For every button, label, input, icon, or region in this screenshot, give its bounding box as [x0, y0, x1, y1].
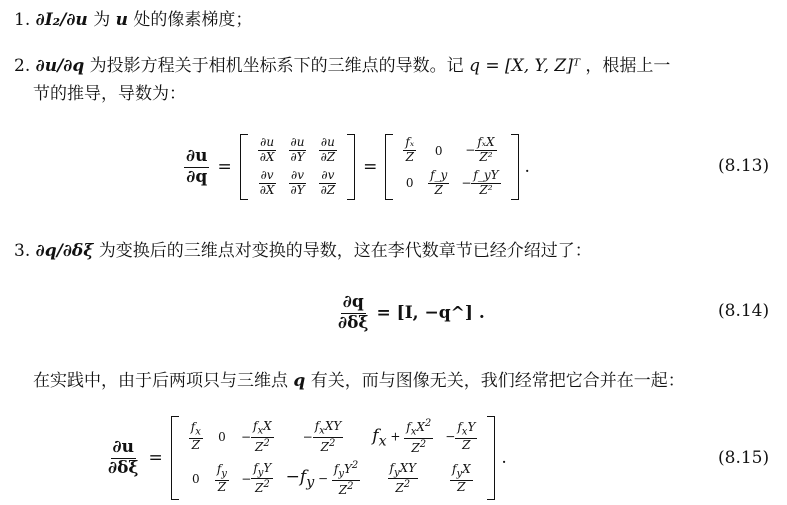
item-3-number: 3.	[14, 241, 31, 261]
eq815-matrix: $\frac{f_x}{Z}$ 0 − $\frac{f_xX}{Z^2}$ − $\frac{f_xXY}{Z^2}$ $f_x$ + $\frac{f_xX^2}{Z^2}$ − $\frac{f_xY}{Z}$ 0 $\frac{f_y}{Z}$ − $\frac{f_yY}{Z^2}$ $-f_y$ − $\frac{f_yY^2}{Z^2}$ $\frac{f_yXY}{Z^2}$ $\frac{f_yX}{Z}$	[171, 416, 496, 499]
paragraph: 在实践中，由于后两项只与三维点 q 有关，而与图像无关，我们经常把它合并在一起：	[33, 371, 685, 391]
item-2-expr: ∂u/∂q	[35, 56, 85, 76]
eq815-lhs: $\frac{\partial u}{\partial\delta\xi}$	[108, 436, 139, 478]
eq813-number: (8.13)	[718, 156, 770, 176]
item-3-expr: ∂q/∂δξ	[35, 241, 94, 261]
item-1-number: 1.	[14, 10, 31, 30]
item-1	[14, 9, 252, 31]
eq815-number: (8.15)	[718, 448, 770, 468]
equation-8-14	[336, 288, 485, 338]
item-2-number: 2.	[14, 56, 31, 76]
item-3-text: 为变换后的三维点对变换的导数，这在李代数章节已经介绍过了：	[98, 241, 592, 261]
equation-8-13: $\frac{\partial u}{\partial q}$ = $\frac{\partial u}{\partial X}$ $\frac{\partial u}{\partial Y}$ $\frac{\partial u}{\partial Z}$ $\frac{\partial v}{\partial X}$ $\frac{\partial v}{\partial Y}$ $\frac{\partial v}{\partial Z}$ = $\frac{\text{fₓ}}{Z}$ 0 − $\frac{\text{fₓX}}{\text{Z²}}$ 0 $\frac{f\_y}{Z}$ − $\frac{f\_yY}{\text{Z²}}$ .	[184, 128, 530, 206]
item-2-text-a: 为投影方程关于相机坐标系下的三维点的导数。记	[89, 56, 464, 76]
equation-8-15: $\frac{\partial u}{\partial\delta\xi}$ = $\frac{f_x}{Z}$ 0 − $\frac{f_xX}{Z^2}$ − $\frac{f_xXY}{Z^2}$ $f_x$ + $\frac{f_xX^2}{Z^2}$ − $\frac{f_xY}{Z}$ 0 $\frac{f_y}{Z}$ − $\frac{f_yY}{Z^2}$ $-f_y$ − $\frac{f_yY^2}{Z^2}$ $\frac{f_yXY}{Z^2}$ $\frac{f_yX}{Z}$ .	[106, 418, 507, 498]
item-3	[14, 240, 592, 262]
item-1-symbol: u	[115, 10, 128, 30]
item-1-text-a: 为	[93, 10, 111, 30]
eq813-matrix-1: $\frac{\partial u}{\partial X}$ $\frac{\partial u}{\partial Y}$ $\frac{\partial u}{\partial Z}$ $\frac{\partial v}{\partial X}$ $\frac{\partial v}{\partial Y}$ $\frac{\partial v}{\partial Z}$	[240, 134, 355, 199]
item-2-qdef: q = [X, Y, Z]ᵀ	[469, 56, 580, 76]
eq813-lhs: $\frac{\partial u}{\partial q}$	[186, 145, 208, 187]
eq814-rhs: = [I, −q^] .	[376, 303, 485, 323]
item-1-text-b: 处的像素梯度；	[133, 10, 253, 30]
item-2-line2: 节的推导，导数为：	[33, 84, 186, 104]
item-2-text-b: ，根据上一	[585, 56, 671, 76]
item-2	[14, 55, 670, 77]
eq814-lhs: $\frac{\partial q}{\partial\delta\xi}$	[338, 291, 369, 333]
eq813-matrix-2: $\frac{\text{fₓ}}{Z}$ 0 − $\frac{\text{fₓX}}{\text{Z²}}$ 0 $\frac{f\_y}{Z}$ − $\frac{f\_yY}{\text{Z²}}$	[385, 134, 518, 199]
eq814-number: (8.14)	[718, 301, 770, 321]
item-1-expr: ∂I₂/∂u	[35, 10, 88, 30]
